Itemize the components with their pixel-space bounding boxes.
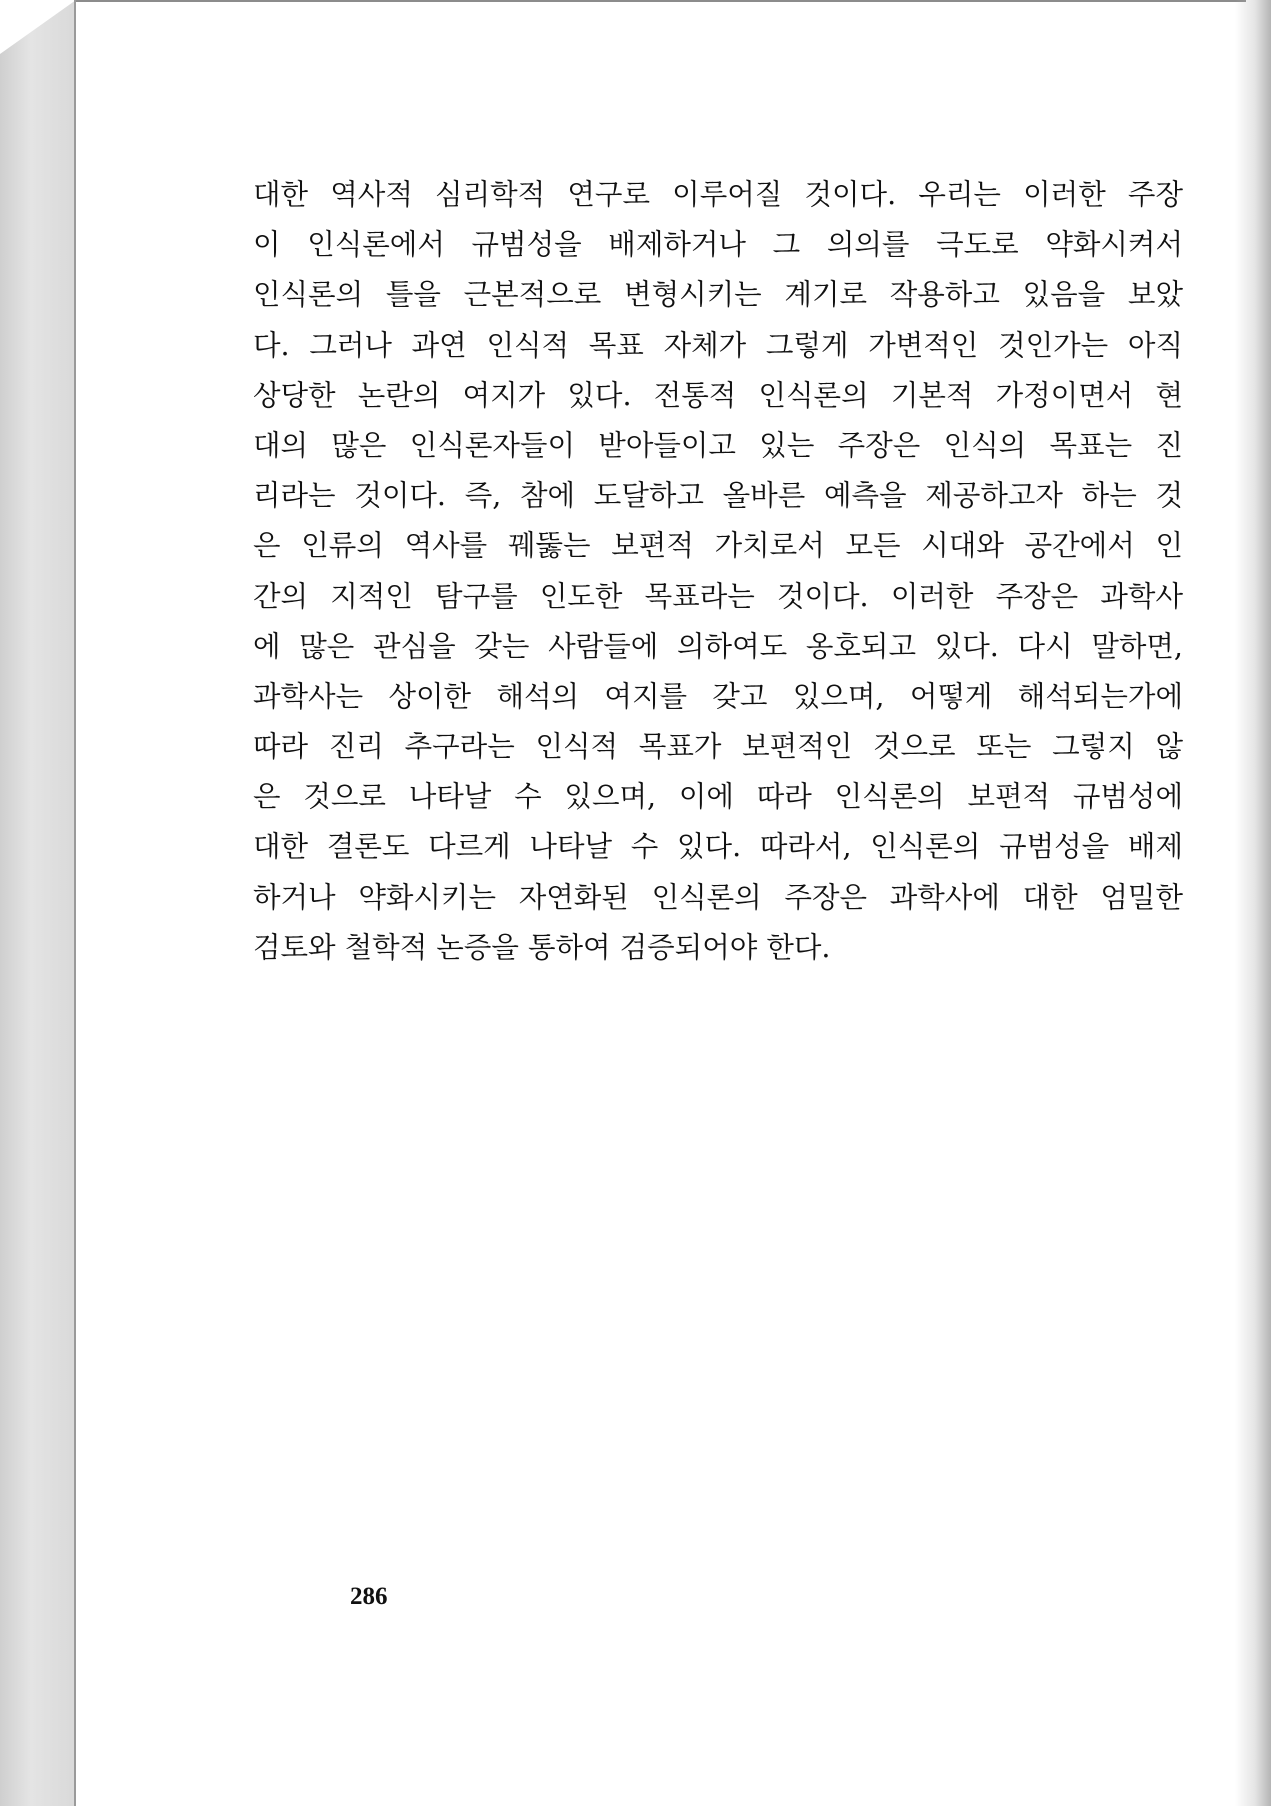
text-line: 대한 결론도 다르게 나타날 수 있다. 따라서, 인식론의 규범성을 배제 (253, 830, 1183, 864)
page-right-shadow (1235, 0, 1271, 1806)
text-line: 인식론의 틀을 근본적으로 변형시키는 계기로 작용하고 있음을 보았 (253, 278, 1183, 312)
text-line: 대의 많은 인식론자들이 받아들이고 있는 주장은 인식의 목표는 진 (253, 428, 1183, 462)
body-paragraph (253, 170, 1183, 973)
book-spine (0, 0, 76, 1806)
text-line-last: 검토와 철학적 논증을 통하여 검증되어야 한다. (253, 930, 831, 964)
text-line: 대한 역사적 심리학적 연구로 이루어질 것이다. 우리는 이러한 주장 (253, 178, 1183, 211)
text-line: 에 많은 관심을 갖는 사람들에 의하여도 옹호되고 있다. 다시 말하면, (253, 629, 1183, 663)
text-line: 은 인류의 역사를 꿰뚫는 보편적 가치로서 모든 시대와 공간에서 인 (253, 529, 1183, 563)
text-line: 리라는 것이다. 즉, 참에 도달하고 올바른 예측을 제공하고자 하는 것 (253, 479, 1183, 513)
text-line: 상당한 논란의 여지가 있다. 전통적 인식론의 기본적 가정이면서 현 (253, 378, 1183, 412)
text-line: 이 인식론에서 규범성을 배제하거나 그 의의를 극도로 약화시켜서 (253, 228, 1183, 262)
text-line: 따라 진리 추구라는 인식적 목표가 보편적인 것으로 또는 그렇지 않 (253, 730, 1183, 764)
text-line: 다. 그러나 과연 인식적 목표 자체가 그렇게 가변적인 것인가는 아직 (253, 328, 1183, 362)
text-line: 하거나 약화시키는 자연화된 인식론의 주장은 과학사에 대한 엄밀한 (253, 880, 1183, 914)
page-number: 286 (350, 1583, 388, 1610)
text-line: 간의 지적인 탐구를 인도한 목표라는 것이다. 이러한 주장은 과학사 (253, 579, 1183, 613)
text-line: 과학사는 상이한 해석의 여지를 갖고 있으며, 어떻게 해석되는가에 (253, 679, 1183, 713)
page-sheet (76, 2, 1236, 1806)
text-line: 은 것으로 나타날 수 있으며, 이에 따라 인식론의 보편적 규범성에 (253, 780, 1183, 814)
